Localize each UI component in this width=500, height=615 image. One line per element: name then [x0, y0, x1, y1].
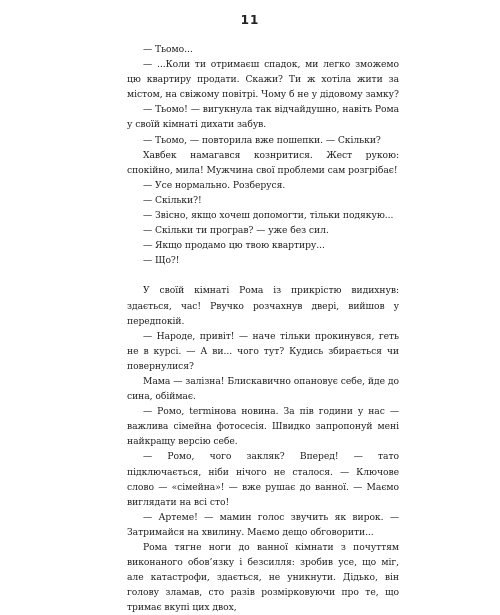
paragraph: — Скільки ти програв? — уже без сил. — [143, 225, 329, 237]
paragraph: — ...Коли ти отримаєш спадок, ми легко зможемо цю квартиру продати. Скажи? Ти ж хотіла жити за містом, на свіжому повітрі. Чому б не у дідовому замку? — [127, 59, 399, 101]
paragraph: — Тьомо, — повторила вже пошепки. — Скільки? — [143, 134, 381, 146]
paragraph: — Ромо, termінова новина. За пів години у нас — важлива сімейна фотосесія. Швидко запропонуй мені найкращу версію себе. — [127, 406, 399, 448]
paragraph: У своїй кімнаті Рома із прикрістю видихнув: здається, час! Рвучко розчахнув двері, вийшов у передпокій. — [127, 285, 399, 327]
paragraph: — Тьомо... — [143, 44, 193, 55]
section-gap — [127, 268, 399, 283]
paragraph: — Ромо, чого закляк? Вперед! — тато підключається, ніби нічого не сталося. — Ключове слово — «сімейна»! — вже рушає до ванної. — Маємо виглядати на всі сто! — [127, 451, 399, 508]
page-number: 11 — [240, 13, 260, 27]
paragraph: — Народе, привіт! — наче тільки прокинувся, геть не в курсі. — А ви... чого тут? Кудись збирається чи повернулися? — [127, 330, 399, 372]
paragraph: — Артеме! — мамин голос звучить як вирок. — Затримайся на хвилину. Маємо дещо обговорити... — [127, 511, 399, 538]
paragraph: — Що?! — [143, 255, 180, 267]
paragraph: Хавбек намагався кознритися. Жест рукою: спокійно, мила! Мужчина свої проблеми сам розгрібає! — [127, 149, 399, 176]
paragraph: — Якщо продамо цю твою квартиру... — [143, 240, 325, 252]
paragraph: — Скільки?! — [143, 194, 202, 206]
paragraph: — Тьомо! — вигукнула так відчайдушно, навіть Рома у своїй кімнаті дихати забув. — [127, 104, 399, 131]
paragraph: Рома тягне ноги до ванної кімнати з почуттям виконаного обов’язку і безсилля: зробив усе, що міг, але катастрофи, здається, не уникнути. Дідько, він голову зламав, сто разів розмірковуючи про те, що тримає вкупі цих двох, — [127, 542, 399, 614]
body-text — [127, 42, 399, 615]
paragraph: — Усе нормально. Розберуся. — [143, 179, 286, 191]
paragraph: — Звісно, якщо хочеш допомогти, тільки подякую... — [143, 210, 394, 222]
paragraph: Мама — залізна! Блискавично опановує себе, йде до сина, обіймає. — [127, 375, 399, 403]
